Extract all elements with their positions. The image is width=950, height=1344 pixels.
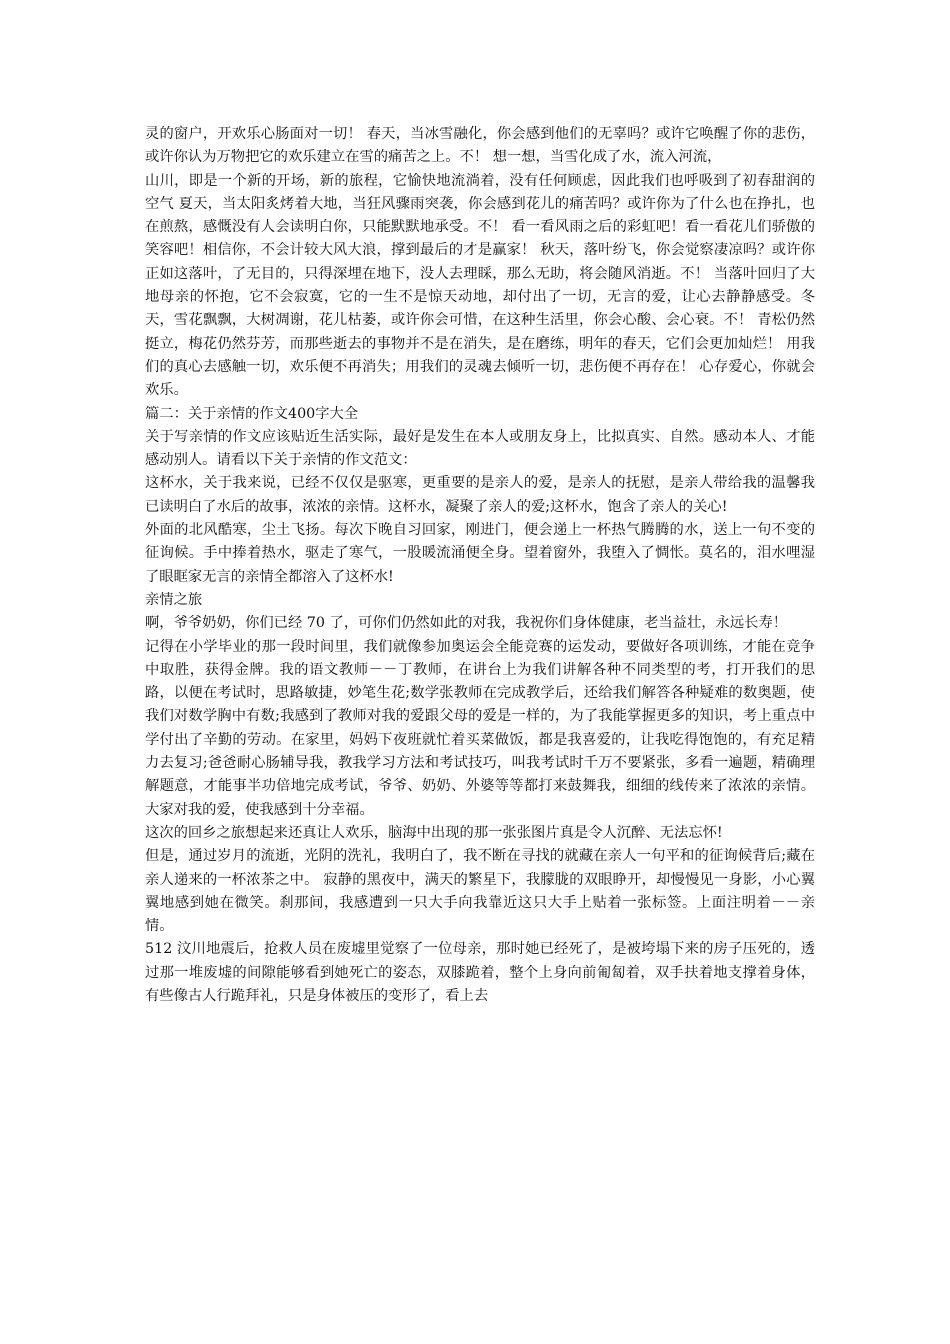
- paragraph-earthquake: 512 汶川地震后，抢救人员在废墟里觉察了一位母亲，那时她已经死了，是被垮塌下来的房子压死的，透过那一堆废墟的间隙能够看到她死亡的姿态，双膝跪着，整个上身向前匍匐着，双手扶着地支撑着身体，有些像古人行跪拜礼，只是身体被压的变形了，看上去: [145, 941, 815, 1004]
- document-body: [145, 123, 815, 1008]
- paragraph-cup-of-water: 这杯水，关于我来说，已经不仅仅是驱寒，更重要的是亲人的爱，是亲人的抚慰，是亲人带给我的温馨我已读明白了水后的故事，浓浓的亲情。这杯水，凝聚了亲人的爱;这杯水，饱含了亲人的关心!: [145, 475, 815, 515]
- paragraph-north-wind: 外面的北风酷寒，尘土飞扬。每次下晚自习回家，刚进门，便会递上一杯热气腾腾的水，送上一句不变的征询候。手中捧着热水，驱走了寒气，一股暖流涌便全身。望着窗外，我堕入了惆怅。莫名的，泪水哩湿了眼眶家无言的亲情全都溶入了这杯水!: [145, 522, 815, 585]
- section-heading: 篇二：关于亲情的作文400字大全: [145, 405, 359, 422]
- paragraph-seasons: 山川，即是一个新的开场，新的旅程，它愉快地流淌着，没有任何顾虑，因此我们也呼吸到了初春甜润的空气 夏天，当太阳炙烤着大地，当狂风骤雨突袭，你会感到花儿的痛苦吗？或许你为了什么也在挣扎，也在煎熬，感慨没有人会读明白你，只能默默地承受。不！ 看一看风雨之后的彩虹吧！看一看花儿们骄傲的笑容吧！相信你，不会计较大风大浪，撑到最后的才是赢家！ 秋天，落叶纷飞，你会觉察凄凉吗？或许你正如这落叶，了无目的，只得深埋在地下，没人去理睬，那么无助，将会随风消逝。不！ 当落叶回归了大地母亲的怀抱，它不会寂寞，它的一生不是惊天动地，却付出了一切，无言的爱，让心去静静感受。冬天，雪花飘飘，大树凋谢，花儿枯萎，或许你会可惜，在这种生活里，你会心酸、会心衰。不！ 青松仍然挺立，梅花仍然芬芳，而那些逝去的事物并不是在消失，是在磨练，明年的春天，它们会更加灿烂！ 用我们的真心去感触一切，欢乐便不再消失；用我们的灵魂去倾听一切，悲伤便不再存在！ 心存爱心，你就会欢乐。: [145, 172, 815, 399]
- paragraph-intro: 关于写亲情的作文应该贴近生活实际，最好是发生在本人或朋友身上，比拟真实、自然。感动本人、才能感动别人。请看以下关于亲情的作文范文：: [145, 428, 815, 469]
- subheading-family-journey: 亲情之旅: [145, 591, 203, 608]
- paragraph-passage-of-time: 但是，通过岁月的流逝，光阴的洗礼，我明白了，我不断在寻找的就藏在亲人一句平和的征询候背后;藏在亲人递来的一杯浓茶之中。 寂静的黑夜中，满天的繁星下，我朦胧的双眼睁开，却慢慢见一身影，小心翼翼地感到她在微笑。刹那间，我感遭到一只大手向我靠近这只大手上贴着一张标签。上面注明着－－亲情。: [145, 848, 815, 935]
- paragraph-hometown-trip: 这次的回乡之旅想起来还真让人欢乐，脑海中出现的那一张张图片真是令人沉醉、无法忘怀!: [145, 824, 723, 841]
- paragraph-grandparents: 啊，爷爷奶奶，你们已经 70 了，可你们仍然如此的对我，我祝你们身体健康，老当益壮，永远长寿！: [145, 615, 788, 632]
- paragraph-school-memories: 记得在小学毕业的那一段时间里，我们就像参加奥运会全能竞赛的运发动，要做好各项训练，才能在竞争中取胜，获得金牌。我的语文教师－－丁教师，在讲台上为我们讲解各种不同类型的考，打开我们的思路，以便在考试时，思路敏捷，妙笔生花;数学张教师在完成教学后，还给我们解答各种疑难的数奥题，使我们对数学胸中有数;我感到了教师对我的爱跟父母的爱是一样的，为了我能掌握更多的知识，考上重点中学付出了辛勤的劳动。在家里，妈妈下夜班就忙着买菜做饭，都是我喜爱的，让我吃得饱饱的，有充足精力去复习;爸爸耐心肠辅导我，教我学习方法和考试技巧，叫我考试时千万不要紧张，多看一遍题，精确理解题意，才能事半功倍地完成考试，爷爷、奶奶、外婆等等都打来鼓舞我，细细的线传来了浓浓的亲情。大家对我的爱，使我感到十分幸福。: [145, 638, 815, 818]
- paragraph-seasons-intro: 灵的窗户，开欢乐心肠面对一切！ 春天，当冰雪融化，你会感到他们的无辜吗？或许它唤醒了你的悲伤，或许你认为万物把它的欢乐建立在雪的痛苦之上。不！ 想一想，当雪化成了水，流入河流，: [145, 126, 815, 166]
